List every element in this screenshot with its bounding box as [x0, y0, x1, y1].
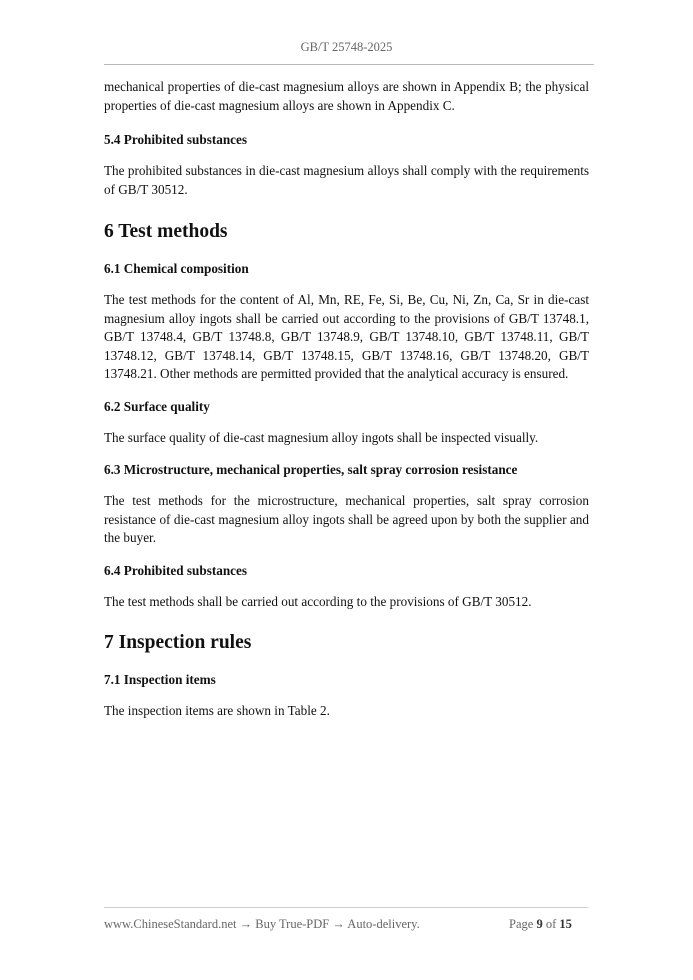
page-body — [104, 78, 589, 721]
current-page-number: 9 — [536, 917, 543, 931]
page-counter — [509, 917, 572, 932]
total-pages-number: 15 — [559, 917, 572, 931]
section-6-2-text: The surface quality of die-cast magnesium alloy ingots shall be inspected visually. — [104, 429, 539, 445]
header-divider — [104, 64, 594, 65]
section-7-heading: 7 Inspection rules — [104, 632, 252, 653]
section-6-4-heading: 6.4 Prohibited substances — [104, 562, 248, 578]
section-6-1-heading: 6.1 Chemical composition — [104, 261, 249, 276]
page-header: GB/T 25748-2025 — [300, 40, 393, 54]
footer-divider — [104, 907, 588, 908]
section-6-2-heading: 6.2 Surface quality — [104, 398, 210, 414]
section-6-heading: 6 Test methods — [104, 221, 228, 242]
section-7-1-heading: 7.1 Inspection items — [104, 672, 216, 687]
section-6-3-text: The test methods for the microstructure, mechanical properties, salt spray corrosion resistance of die-cast magnesium alloy ingots shall be agreed upon by both the supplier and the buyer. — [104, 493, 589, 545]
footer-store-link[interactable]: www.ChineseStandard.net → Buy True-PDF → Auto-delivery. — [104, 917, 420, 931]
of-label: of — [545, 917, 557, 931]
section-6-3-heading: 6.3 Microstructure, mechanical properties, salt spray corrosion resistance — [104, 462, 518, 477]
section-6-4-text: The test methods shall be carried out according to the provisions of GB/T 30512. — [104, 593, 532, 609]
section-6-1-text: The test methods for the content of Al, Mn, RE, Fe, Si, Be, Cu, Ni, Zn, Ca, Sr in die-cast magnesium alloy ingots shall be carried out according to the provisions of GB/T 13748.1, GB/T 13748.4, GB/T 13748.8, GB/T 13748.9, GB/T 13748.10, GB/T 13748.11, GB/T 13748.12, GB/T 13748.14, GB/T 13748.15, GB/T 13748.16, GB/T 13748.20, GB/T 13748.21. Other methods are permitted provided that the analytical accuracy is ensured. — [104, 292, 589, 381]
section-5-4-text: The prohibited substances in die-cast magnesium alloys shall comply with the requirements of GB/T 30512. — [104, 163, 589, 197]
intro-paragraph: mechanical properties of die-cast magnesium alloys are shown in Appendix B; the physical properties of die-cast magnesium alloys are shown in Appendix C. — [104, 79, 589, 113]
section-7-1-text: The inspection items are shown in Table 2. — [104, 703, 330, 718]
section-5-4-heading: 5.4 Prohibited substances — [104, 132, 248, 147]
page-label: Page — [509, 917, 534, 931]
